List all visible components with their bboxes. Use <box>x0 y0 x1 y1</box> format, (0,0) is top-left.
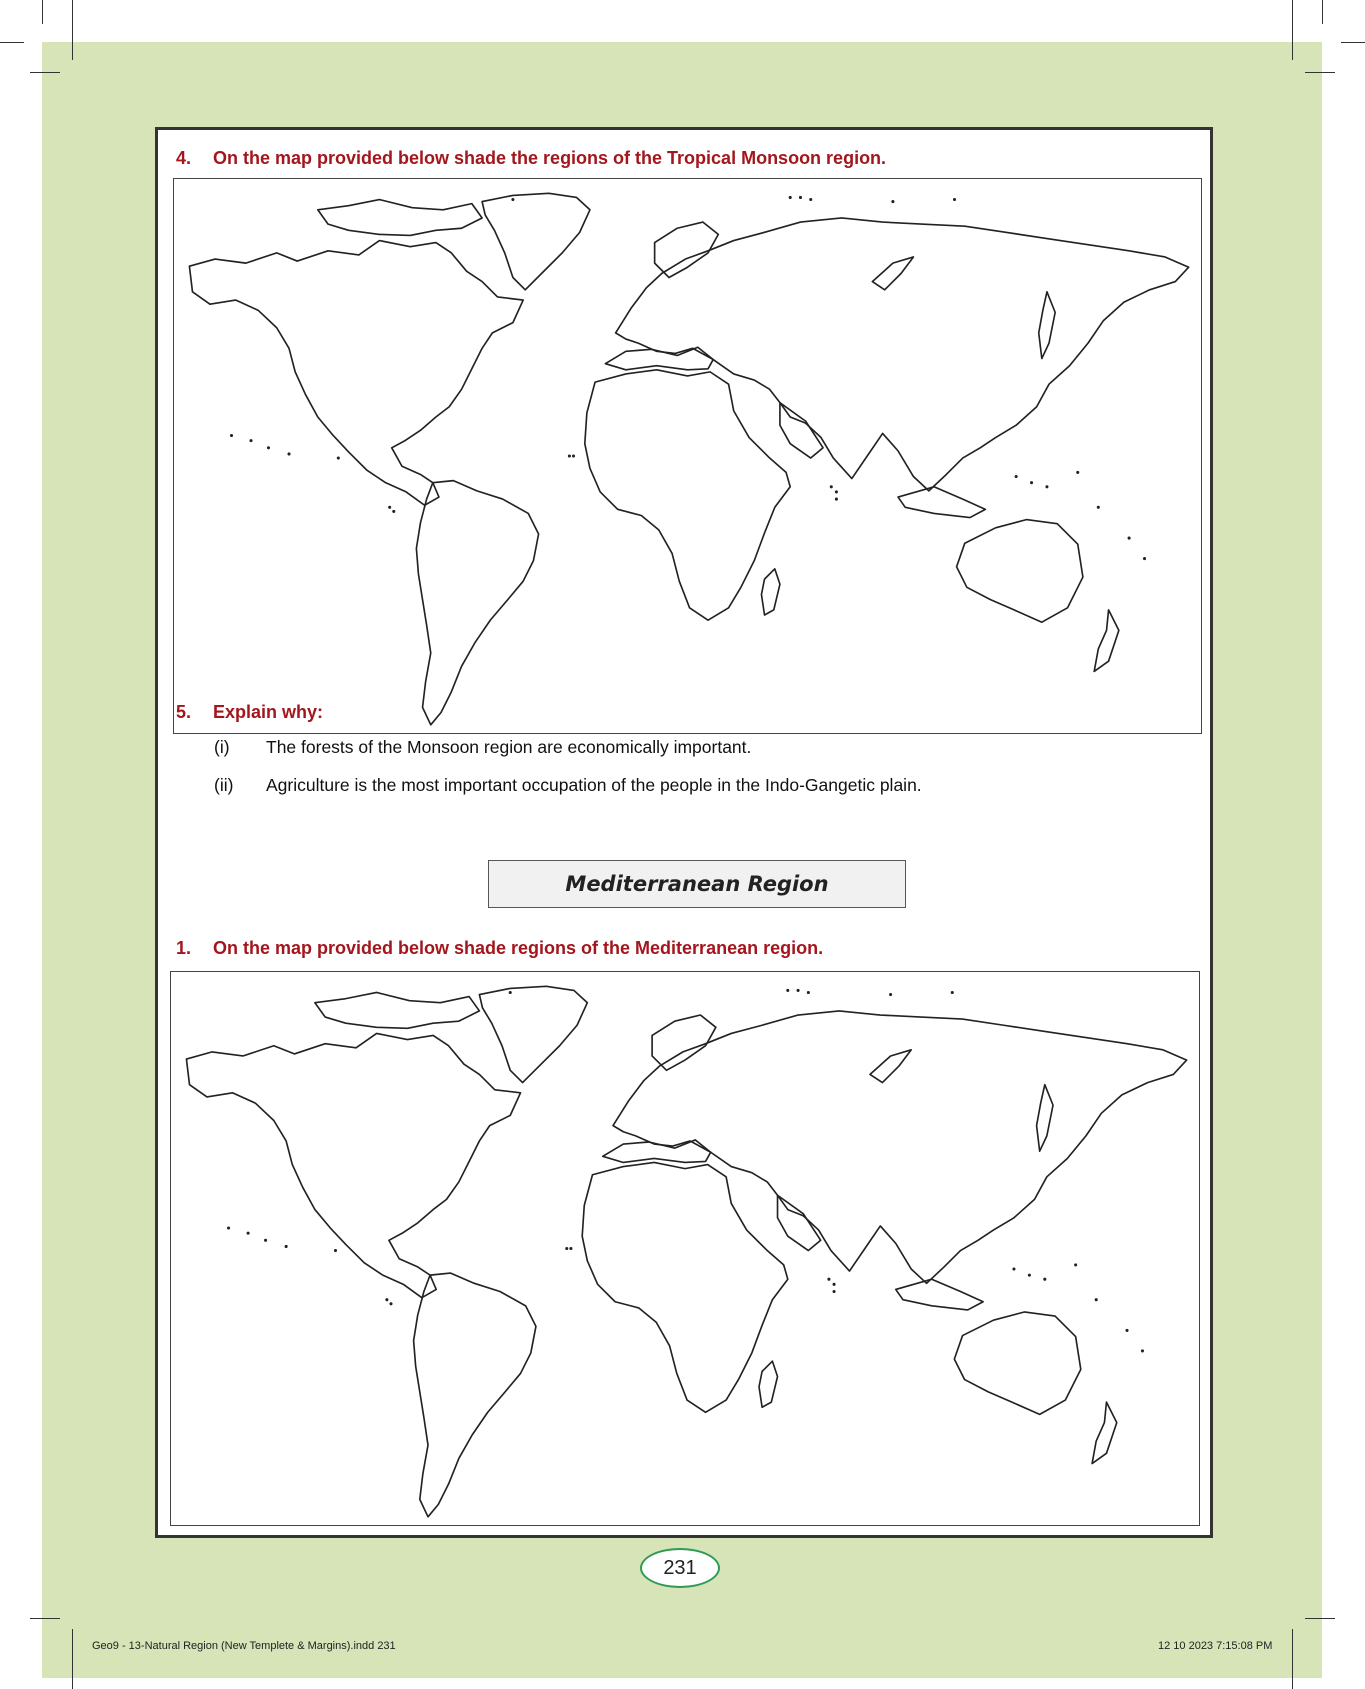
crop-mark <box>1305 1618 1335 1619</box>
page-number-badge: 231 <box>640 1548 720 1588</box>
question-text: On the map provided below shade the regions of the Tropical Monsoon region. <box>213 148 887 168</box>
question-text: On the map provided below shade regions of the Mediterranean region. <box>213 938 824 958</box>
file-slug-left: Geo9 - 13-Natural Region (New Templete & Margins).indd 231 <box>92 1640 396 1652</box>
sub-question-text: Agriculture is the most important occupation of the people in the Indo-Gangetic plain. <box>266 775 922 795</box>
world-map-monsoon[interactable] <box>173 178 1202 734</box>
crop-mark <box>0 42 24 43</box>
sub-question-number: (i) <box>214 737 230 757</box>
worksheet-page <box>155 127 1213 1538</box>
crop-mark <box>1292 0 1293 60</box>
question-text: Explain why: <box>213 702 324 722</box>
crop-mark <box>1341 42 1365 43</box>
crop-mark <box>72 0 73 60</box>
question-1 <box>176 938 823 959</box>
world-map-outline <box>171 972 1199 1525</box>
crop-mark <box>1292 1629 1293 1689</box>
sub-question <box>214 737 751 758</box>
sub-question <box>214 775 922 796</box>
crop-mark <box>1322 0 1323 24</box>
world-map-outline <box>174 179 1201 733</box>
crop-mark <box>42 0 43 24</box>
file-slug-right: 12 10 2023 7:15:08 PM <box>1158 1640 1273 1652</box>
world-map-mediterranean[interactable] <box>170 971 1200 1526</box>
crop-mark <box>30 1618 60 1619</box>
question-number: 1. <box>176 938 192 958</box>
sub-question-number: (ii) <box>214 775 234 795</box>
question-5 <box>176 702 323 723</box>
question-number: 4. <box>176 148 192 168</box>
question-number: 5. <box>176 702 192 722</box>
question-4 <box>176 148 886 169</box>
crop-mark <box>30 72 60 73</box>
sub-question-text: The forests of the Monsoon region are economically important. <box>266 737 752 757</box>
section-title-banner: Mediterranean Region <box>488 860 906 908</box>
crop-mark <box>1305 72 1335 73</box>
crop-mark <box>72 1629 73 1689</box>
